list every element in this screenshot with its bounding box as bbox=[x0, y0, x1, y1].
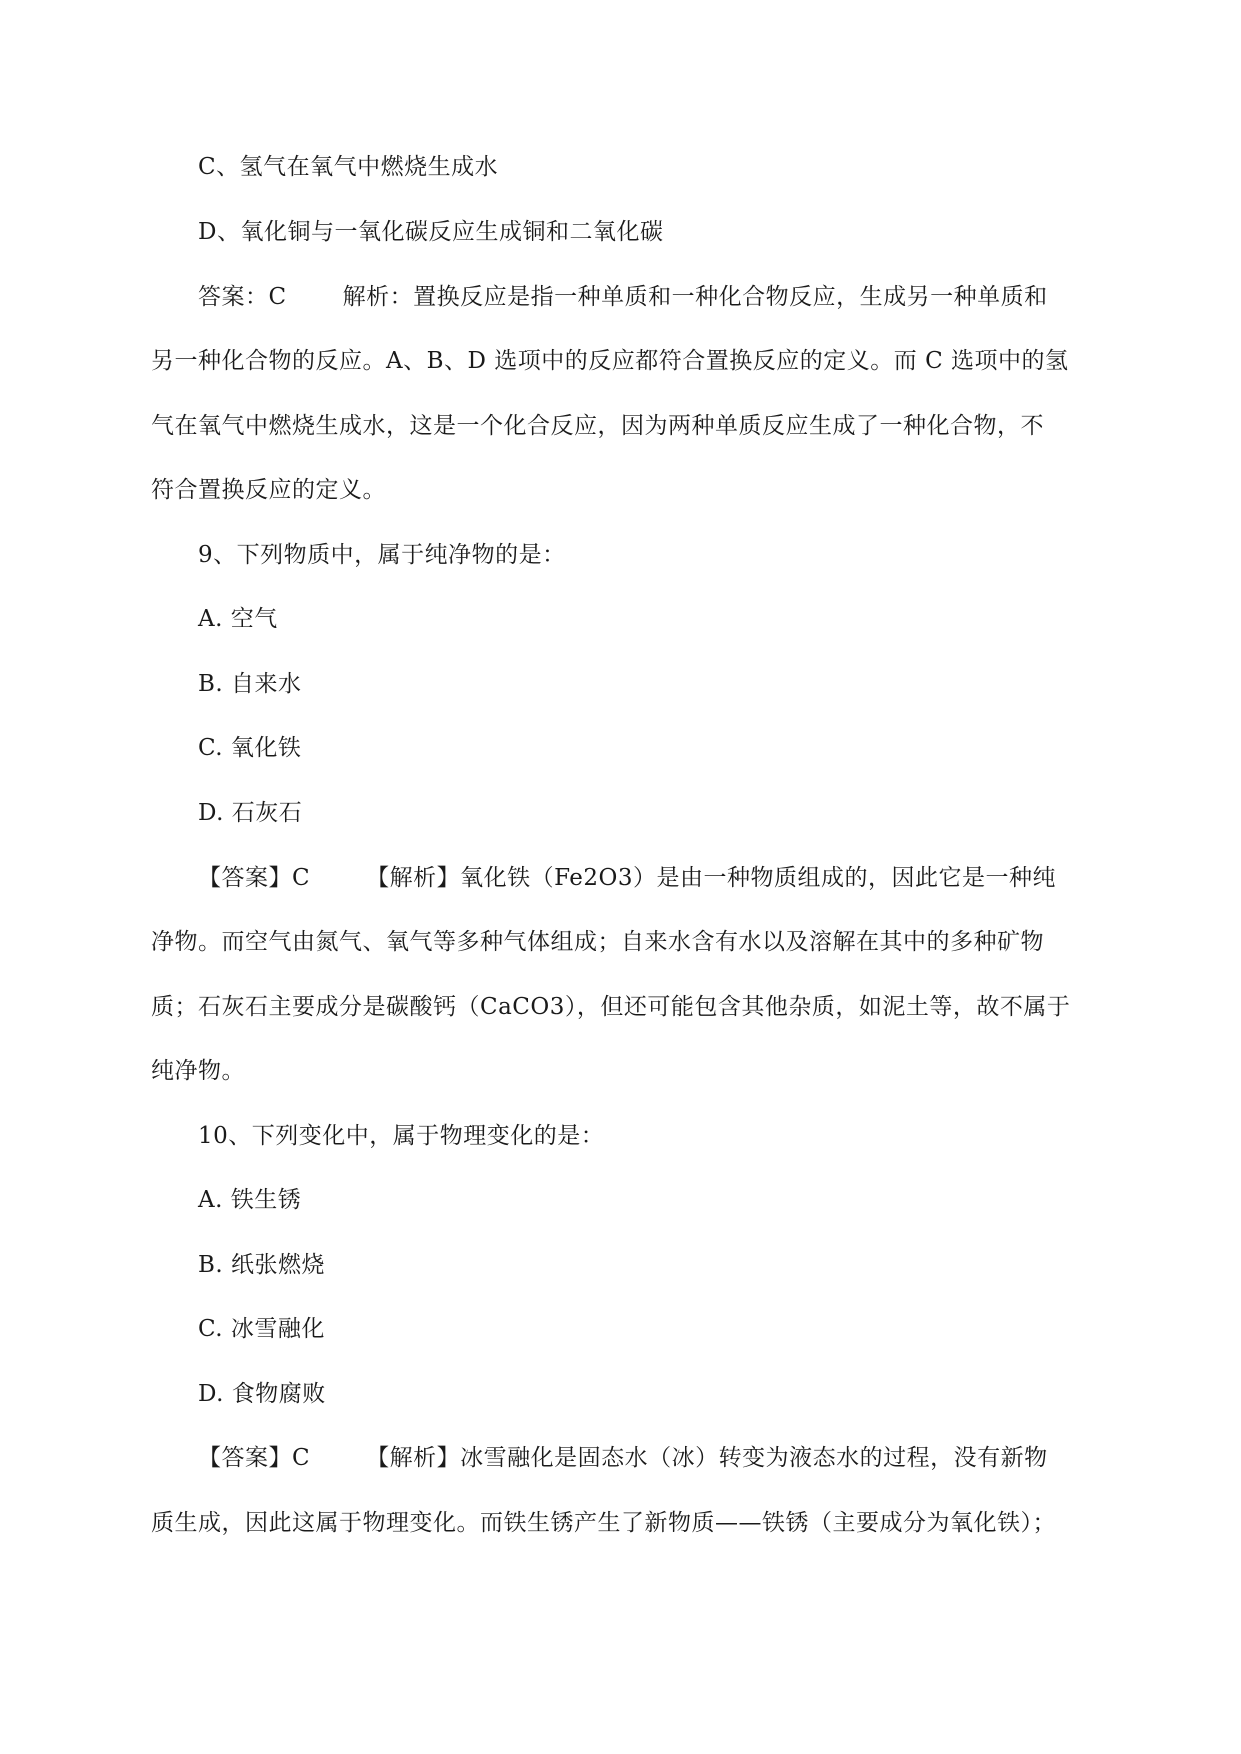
q9-option-c: C. 氧化铁 bbox=[198, 735, 302, 761]
q8-explanation-line-3: 气在氧气中燃烧生成水，这是一个化合反应，因为两种单质反应生成了一种化合物，不 bbox=[151, 413, 1044, 439]
q9-option-a: A. 空气 bbox=[198, 606, 278, 632]
q8-explanation-line-4: 符合置换反应的定义。 bbox=[151, 477, 386, 503]
q10-answer-label: 【答案】C bbox=[198, 1445, 311, 1471]
q10-explanation-line-2: 质生成，因此这属于物理变化。而铁生锈产生了新物质——铁锈（主要成分为氧化铁）； bbox=[151, 1510, 1056, 1536]
q8-answer-label: 答案：C bbox=[198, 284, 287, 310]
q8-answer-line bbox=[198, 282, 1048, 312]
q10-option-a: A. 铁生锈 bbox=[198, 1187, 302, 1213]
q8-option-d: D、氧化铜与一氧化碳反应生成铜和二氧化碳 bbox=[198, 219, 664, 245]
q9-question: 9、下列物质中，属于纯净物的是： bbox=[198, 542, 566, 568]
q9-option-b: B. 自来水 bbox=[198, 671, 302, 697]
q10-answer-line bbox=[198, 1443, 1048, 1473]
q9-answer-label: 【答案】C bbox=[198, 865, 311, 891]
q10-option-c: C. 冰雪融化 bbox=[198, 1316, 325, 1342]
q9-option-d: D. 石灰石 bbox=[198, 800, 303, 826]
q9-explanation-line-4: 纯净物。 bbox=[151, 1058, 245, 1084]
q9-explanation-line-1: 【解析】氧化铁（Fe2O3）是由一种物质组成的，因此它是一种纯 bbox=[366, 865, 1057, 891]
q9-explanation-line-2: 净物。而空气由氮气、氧气等多种气体组成；自来水含有水以及溶解在其中的多种矿物 bbox=[151, 929, 1044, 955]
q10-question: 10、下列变化中，属于物理变化的是： bbox=[198, 1123, 605, 1149]
q9-answer-line bbox=[198, 863, 1056, 893]
q10-option-d: D. 食物腐败 bbox=[198, 1381, 326, 1407]
q8-explanation-line-2: 另一种化合物的反应。A、B、D 选项中的反应都符合置换反应的定义。而 C 选项中的氢 bbox=[151, 348, 1069, 374]
q8-option-c: C、氢气在氧气中燃烧生成水 bbox=[198, 154, 499, 180]
q9-explanation-line-3: 质；石灰石主要成分是碳酸钙（CaCO3），但还可能包含其他杂质，如泥土等，故不属于 bbox=[151, 994, 1071, 1020]
q8-explanation-line-1: 解析：置换反应是指一种单质和一种化合物反应，生成另一种单质和 bbox=[342, 284, 1048, 310]
q10-option-b: B. 纸张燃烧 bbox=[198, 1252, 326, 1278]
q10-explanation-line-1: 【解析】冰雪融化是固态水（冰）转变为液态水的过程，没有新物 bbox=[366, 1445, 1048, 1471]
